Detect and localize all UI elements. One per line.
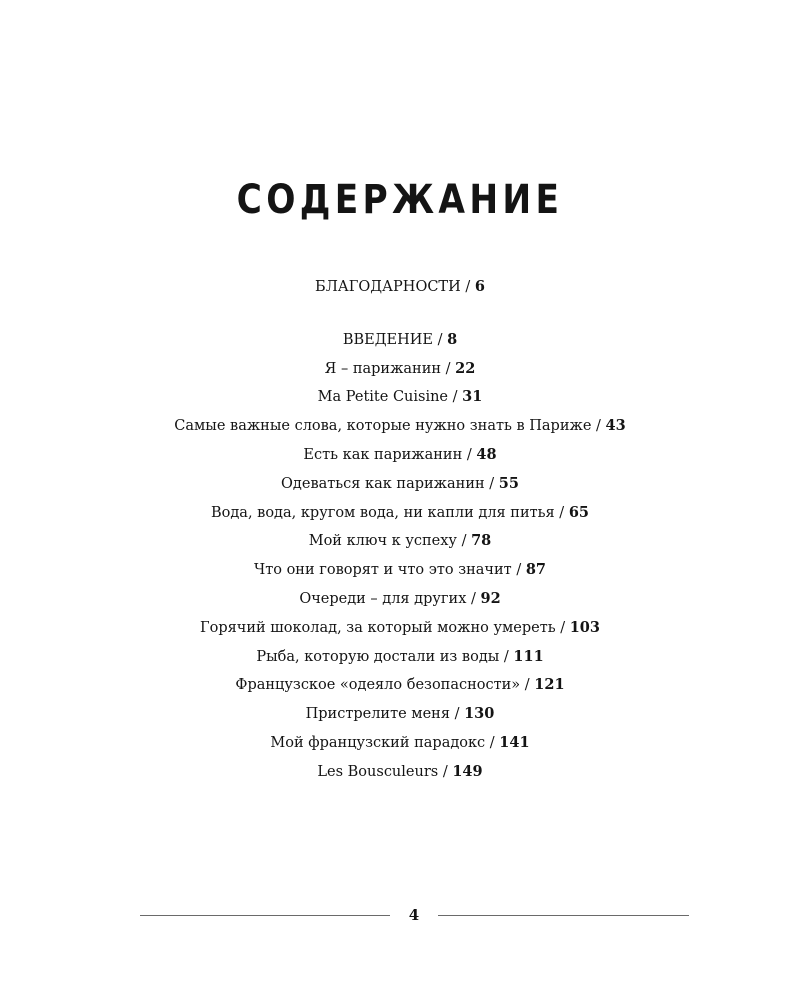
toc-item-page: 31 xyxy=(462,388,483,406)
toc-item xyxy=(0,614,800,643)
toc-item-label: Мой ключ к успеху / xyxy=(308,533,472,550)
toc-item-label: Я – парижанин / xyxy=(324,360,456,377)
footer-rule-left xyxy=(140,915,390,916)
toc-item-label: Рыба, которую достали из воды / xyxy=(256,648,514,665)
toc-item-page: 141 xyxy=(499,733,530,751)
page-title: СОДЕРЖАНИЕ xyxy=(236,177,564,223)
toc-item xyxy=(0,671,800,700)
toc-item-label: Мой французский парадокс / xyxy=(270,734,500,751)
toc-item xyxy=(0,643,800,672)
footer-rule-right xyxy=(438,915,689,916)
toc-item-label: Пристрелите меня / xyxy=(305,706,465,723)
toc-item-page: 92 xyxy=(480,589,501,607)
toc-item-page: 87 xyxy=(525,561,546,579)
toc-item-page: 78 xyxy=(471,532,492,550)
toc-item xyxy=(0,527,800,556)
toc-item-label: Что они говорят и что это значит / xyxy=(254,562,526,579)
toc-item-page: 111 xyxy=(513,647,544,665)
toc-item-label: БЛАГОДАРНОСТИ / xyxy=(315,279,475,295)
toc-item xyxy=(0,700,800,729)
toc-item xyxy=(0,729,800,758)
toc-item-label: Ma Petite Cuisine / xyxy=(317,389,463,406)
toc-item-label: Самые важные слова, которые нужно знать в Париже / xyxy=(174,418,606,435)
table-of-contents xyxy=(0,273,800,787)
toc-item-page: 6 xyxy=(474,278,485,295)
toc-item-page: 149 xyxy=(452,762,483,780)
toc-item xyxy=(0,355,800,384)
toc-item-label: Французское «одеяло безопасности» / xyxy=(235,677,535,694)
toc-item-page: 43 xyxy=(605,417,626,435)
toc-item xyxy=(0,383,800,412)
toc-item-label: Вода, вода, кругом вода, ни капли для питья / xyxy=(210,504,569,521)
toc-item-label: Очереди – для других / xyxy=(299,590,481,607)
toc-item-label: ВВЕДЕНИЕ / xyxy=(342,331,448,348)
toc-item xyxy=(0,758,800,787)
toc-item-page: 130 xyxy=(464,705,495,723)
toc-item-label: Одеваться как парижанин / xyxy=(281,475,499,492)
toc-item xyxy=(0,412,800,441)
toc-item-label: Les Bousculeurs / xyxy=(317,763,453,780)
toc-item-page: 8 xyxy=(447,330,458,348)
toc-item-label: Есть как парижанин / xyxy=(303,446,477,463)
toc-item-page: 103 xyxy=(569,618,600,636)
toc-item xyxy=(0,470,800,499)
toc-item-page: 55 xyxy=(498,474,519,492)
toc-item xyxy=(0,273,800,302)
toc-item xyxy=(0,326,800,355)
toc-item-page: 22 xyxy=(455,359,476,377)
toc-item xyxy=(0,556,800,585)
toc-item xyxy=(0,499,800,528)
toc-item-page: 48 xyxy=(476,445,497,463)
page-number: 4 xyxy=(408,906,420,924)
toc-item-label: Горячий шоколад, за который можно умереть / xyxy=(200,619,570,636)
toc-item-page: 121 xyxy=(534,676,565,694)
toc-item-page: 65 xyxy=(568,503,589,521)
toc-item xyxy=(0,441,800,470)
toc-item xyxy=(0,585,800,614)
